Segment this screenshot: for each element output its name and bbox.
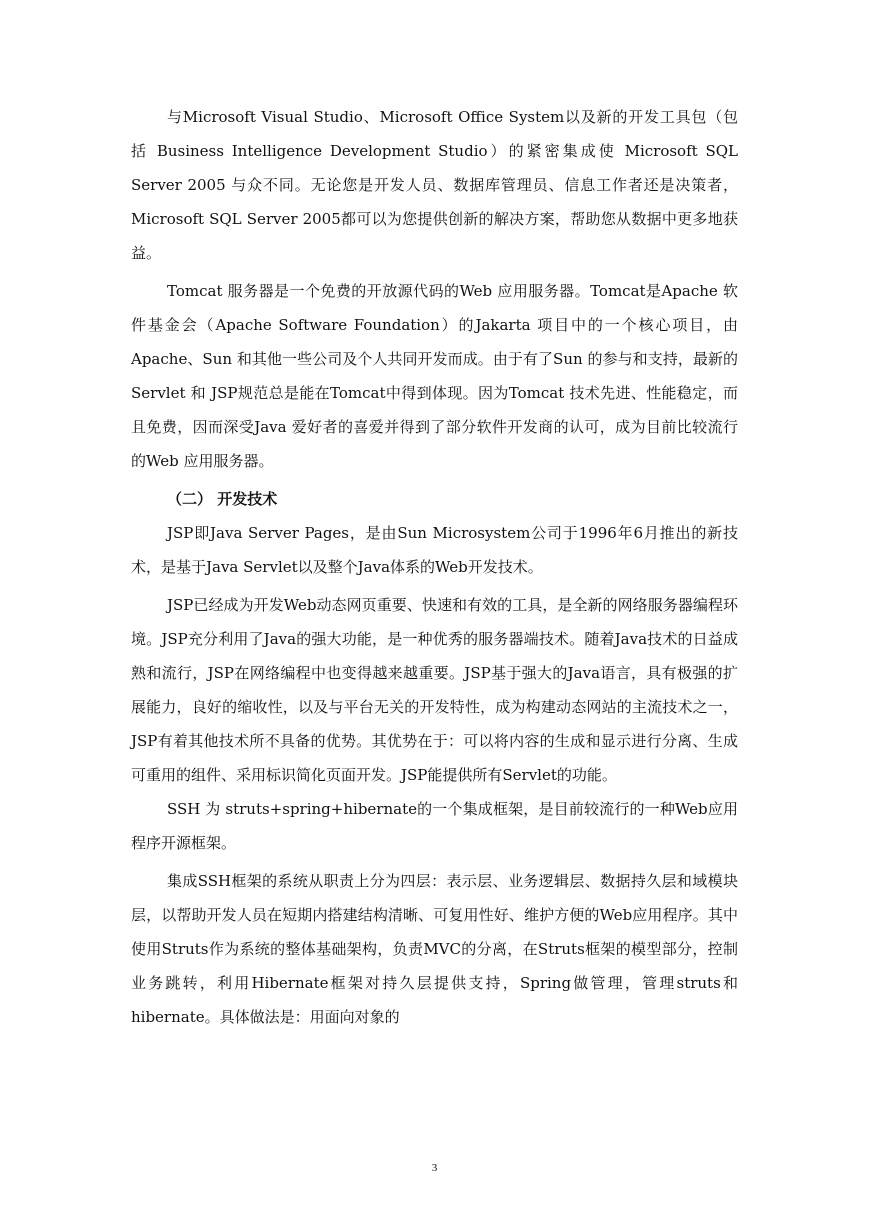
- paragraph-ssh: SSH 为 struts+spring+hibernate的一个集成框架，是目前较流行的一种Web应用程序开源框架。: [131, 800, 738, 852]
- paragraph-tomcat: Tomcat 服务器是一个免费的开放源代码的Web 应用服务器。Tomcat是Apache 软件基金会（Apache Software Foundation）的Jakarta 项目中的一个核心项目，由Apache、Sun 和其他一些公司及个人共同开发而成。由于有了Sun 的参与和支持，最新的Servlet 和 JSP规范总是能在Tomcat中得到体现。因为Tomcat 技术先进、性能稳定，而且免费，因而深受Java 爱好者的喜爱并得到了部分软件开发商的认可，成为目前比较流行的Web 应用服务器。: [131, 282, 738, 470]
- paragraph-sqlserver: 与Microsoft Visual Studio、Microsoft Office System以及新的开发工具包（包括 Business Intelligence Development Studio）的紧密集成使 Microsoft SQL Server 2005 与众不同。无论您是开发人员、数据库管理员、信息工作者还是决策者，Microsoft SQL Server 2005都可以为您提供创新的解决方案，帮助您从数据中更多地获益。: [131, 108, 738, 262]
- paragraph-jsp-intro: JSP即Java Server Pages，是由Sun Microsystem公司于1996年6月推出的新技术，是基于Java Servlet以及整个Java体系的Web开发技术。: [131, 524, 738, 576]
- body-text: [131, 100, 738, 1034]
- section-heading: （二） 开发技术: [167, 490, 278, 508]
- paragraph-ssh-layers: 集成SSH框架的系统从职责上分为四层：表示层、业务逻辑层、数据持久层和域模块层，以帮助开发人员在短期内搭建结构清晰、可复用性好、维护方便的Web应用程序。其中使用Struts作为系统的整体基础架构，负责MVC的分离，在Struts框架的模型部分，控制业务跳转，利用Hibernate框架对持久层提供支持，Spring做管理，管理struts和hibernate。具体做法是：用面向对象的: [131, 872, 738, 1026]
- paragraph-jsp-advantages: JSP已经成为开发Web动态网页重要、快速和有效的工具，是全新的网络服务器编程环境。JSP充分利用了Java的强大功能，是一种优秀的服务器端技术。随着Java技术的日益成熟和流行，JSP在网络编程中也变得越来越重要。JSP基于强大的Java语言，具有极强的扩展能力，良好的缩收性，以及与平台无关的开发特性，成为构建动态网站的主流技术之一，JSP有着其他技术所不具备的优势。其优势在于：可以将内容的生成和显示进行分离、生成可重用的组件、采用标识简化页面开发。JSP能提供所有Servlet的功能。: [131, 596, 738, 784]
- page-number: 3: [431, 1162, 438, 1174]
